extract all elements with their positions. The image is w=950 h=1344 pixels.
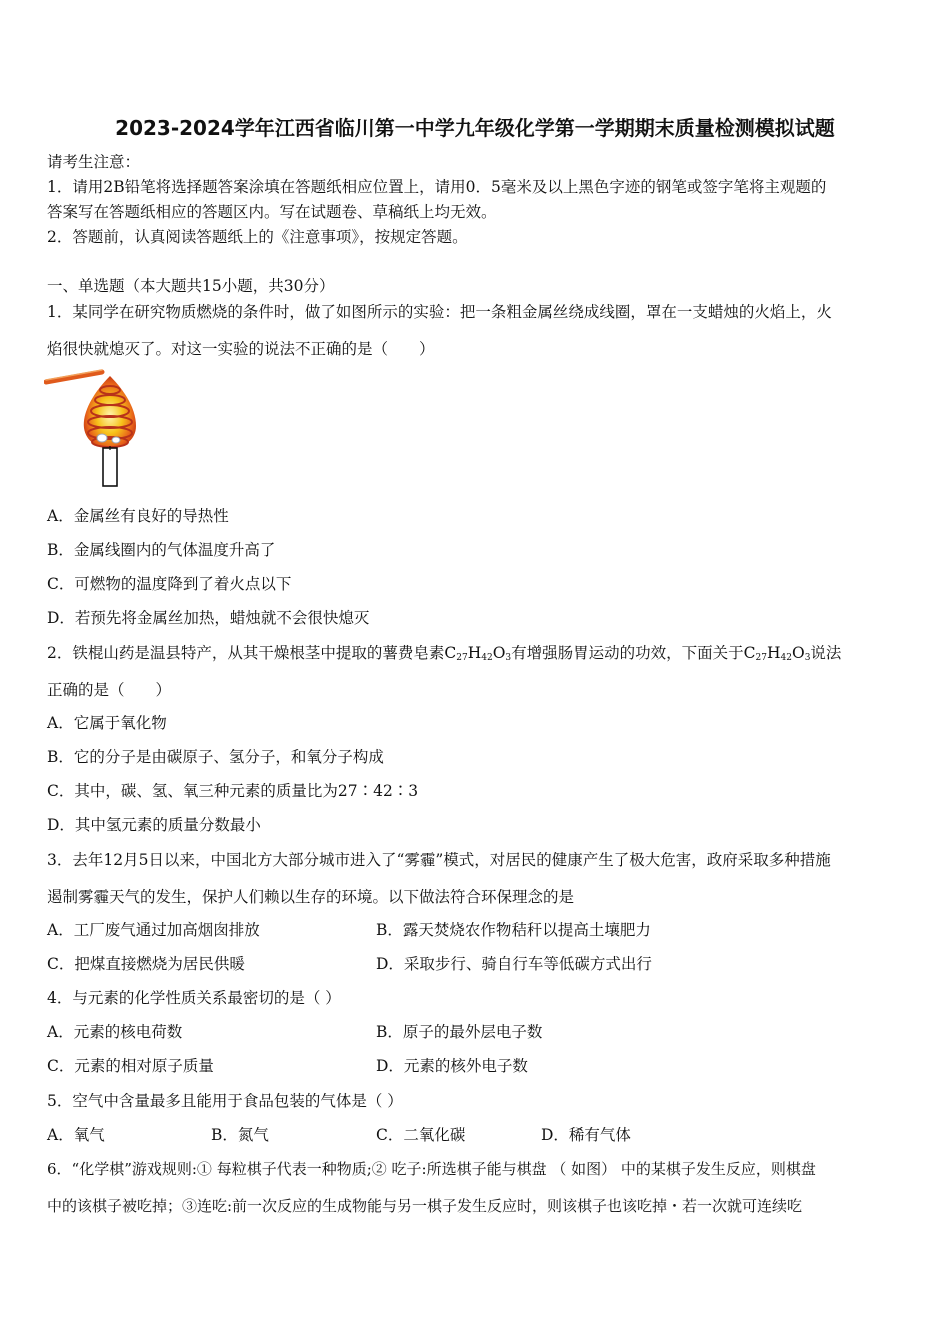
page-title: 2023-2024学年江西省临川第一中学九年级化学第一学期期末质量检测模拟试题 — [115, 116, 835, 140]
q2-option-b: B．它的分子是由碳原子、氢分子，和氧分子构成 — [47, 748, 384, 766]
q4-option-d: D．元素的核外电子数 — [376, 1057, 528, 1075]
q3-option-b: B．露天焚烧农作物秸秆以提高土壤肥力 — [376, 921, 651, 939]
q1-option-b: B．金属线圈内的气体温度升高了 — [47, 541, 276, 559]
q1-stem-a: 1．某同学在研究物质燃烧的条件时，做了如图所示的实验：把一条粗金属丝绕成线圈，罩在一支蜡烛的火焰上，火 — [47, 303, 832, 321]
q5-option-a: A．氧气 — [47, 1126, 105, 1144]
q2-stem-a3: 说法 — [810, 644, 842, 662]
notice-line-2: 2．答题前，认真阅读答题纸上的《注意事项》，按规定答题。 — [47, 228, 468, 246]
q2-formula-2: $C_{27}H_{42}O_3$ — [743, 644, 811, 663]
notice-line-1b: 答案写在答题纸相应的答题区内。写在试题卷、草稿纸上均无效。 — [47, 203, 497, 221]
q4-option-b: B．原子的最外层电子数 — [376, 1023, 543, 1041]
q3-stem-b: 遏制雾霾天气的发生，保护人们赖以生存的环境。以下做法符合环保理念的是 — [47, 888, 575, 906]
q1-option-a: A．金属丝有良好的导热性 — [47, 507, 229, 525]
notice-heading: 请考生注意： — [47, 153, 141, 171]
q5-option-c: C．二氧化碳 — [376, 1126, 466, 1144]
q3-option-a: A．工厂废气通过加高烟囱排放 — [47, 921, 260, 939]
q1-option-c: C．可燃物的温度降到了着火点以下 — [47, 575, 292, 593]
q2-stem-a2: 有增强肠胃运动的功效，下面关于 — [511, 644, 744, 662]
candle-coil-icon — [44, 368, 144, 490]
notice-line-1a: 1．请用2B铅笔将选择题答案涂填在答题纸相应位置上，请用0．5毫米及以上黑色字迹的钢笔或签字笔将主观题的 — [47, 178, 827, 196]
q6-stem-b: 中的该棋子被吃掉；③连吃:前一次反应的生成物能与另一棋子发生反应时，则该棋子也该吃掉・若一次就可连续吃 — [47, 1197, 803, 1215]
q4-option-c: C．元素的相对原子质量 — [47, 1057, 214, 1075]
q4-stem: 4．与元素的化学性质关系最密切的是（ ） — [47, 989, 341, 1007]
q5-option-d: D．稀有气体 — [541, 1126, 631, 1144]
candle-coil-figure — [44, 368, 144, 490]
q2-option-d: D．其中氢元素的质量分数最小 — [47, 816, 261, 834]
q5-stem: 5．空气中含量最多且能用于食品包装的气体是（ ） — [47, 1092, 403, 1110]
q1-stem-b: 焰很快就熄灭了。对这一实验的说法不正确的是（ ） — [47, 340, 435, 358]
q5-option-b: B．氮气 — [211, 1126, 269, 1144]
q4-option-a: A．元素的核电荷数 — [47, 1023, 183, 1041]
q2-stem-b: 正确的是（ ） — [47, 681, 172, 699]
section-heading: 一、单选题（本大题共15小题，共30分） — [47, 277, 335, 295]
q2-stem-a — [47, 643, 841, 668]
q3-stem-a: 3．去年12月5日以来，中国北方大部分城市进入了“雾霾”模式，对居民的健康产生了极大危害，政府采取多种措施 — [47, 851, 831, 869]
q2-stem-a1: 2．铁棍山药是温县特产，从其干燥根茎中提取的薯费皂素 — [47, 644, 445, 662]
q2-option-c: C．其中，碳、氢、氧三种元素的质量比为27∶42∶3 — [47, 782, 419, 800]
q3-option-c: C．把煤直接燃烧为居民供暖 — [47, 955, 245, 973]
q3-option-d: D．采取步行、骑自行车等低碳方式出行 — [376, 955, 652, 973]
q1-option-d: D．若预先将金属丝加热，蜡烛就不会很快熄灭 — [47, 609, 370, 627]
q2-option-a: A．它属于氧化物 — [47, 714, 167, 732]
q6-stem-a: 6．“化学棋”游戏规则:① 每粒棋子代表一种物质;② 吃子:所选棋子能与棋盘 （ 如图） 中的某棋子发生反应，则棋盘 — [47, 1160, 816, 1178]
q2-formula-1: $C_{27}H_{42}O_3$ — [444, 644, 512, 663]
